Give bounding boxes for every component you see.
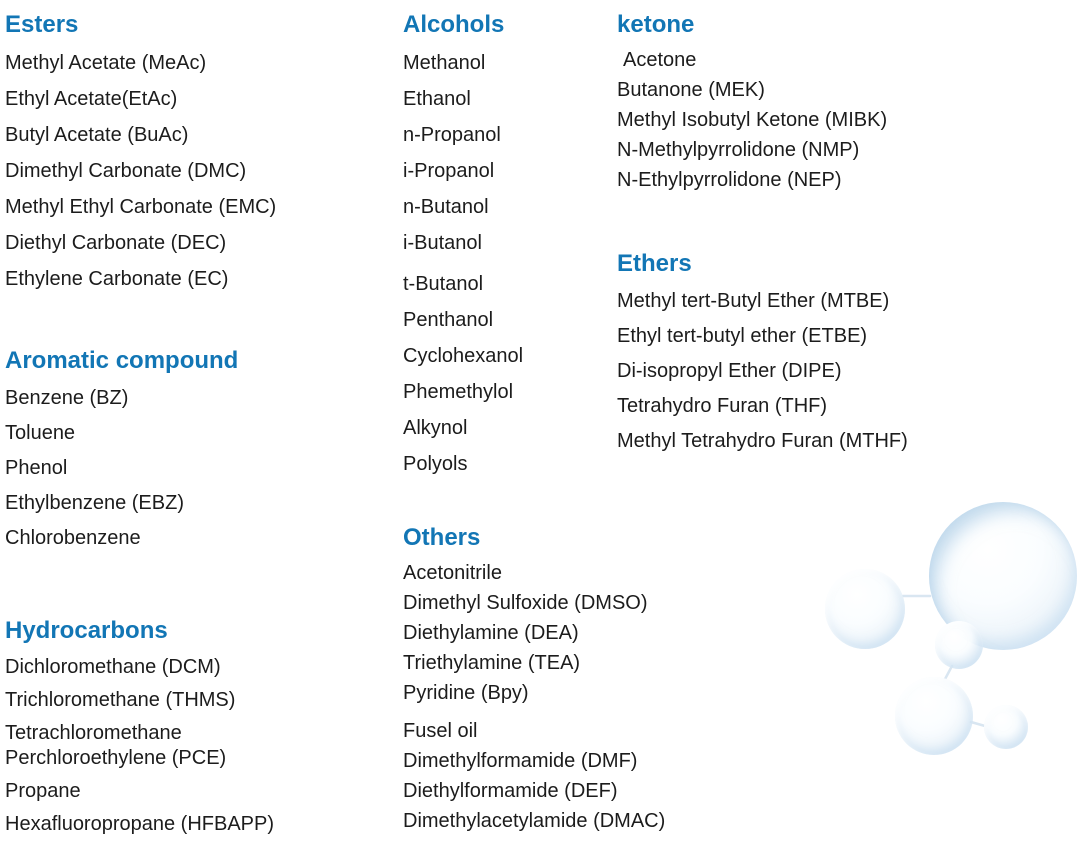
section-alcohols	[403, 12, 523, 482]
section-title-aromatic-compound: Aromatic compound	[5, 347, 239, 374]
solvent-item: Trichloromethane (THMS)	[5, 689, 236, 711]
solvent-item: Phemethylol	[403, 381, 514, 403]
solvent-item: i-Butanol	[403, 232, 482, 254]
section-aromatic-compound	[5, 348, 238, 556]
solvent-item: Propane	[5, 780, 81, 802]
solvent-item: Pyridine (Bpy)	[403, 682, 529, 704]
section-title-others: Others	[403, 524, 481, 551]
solvent-list-aromatic-compound	[5, 381, 238, 556]
solvent-item: Methyl Ethyl Carbonate (EMC)	[5, 196, 277, 218]
solvent-item: Tetrahydro Furan (THF)	[617, 395, 828, 417]
solvent-item: Cyclohexanol	[403, 345, 524, 367]
bubble-small-center-icon	[935, 621, 983, 669]
solvent-item: Phenol	[5, 457, 68, 479]
solvent-item: Methyl Tetrahydro Furan (MTHF)	[617, 430, 908, 452]
solvent-item: Butanone (MEK)	[617, 79, 765, 101]
solvent-item: Dimethyl Carbonate (DMC)	[5, 160, 247, 182]
solvent-list-ketone	[617, 45, 887, 195]
bubble-medium-bottom-icon	[895, 677, 973, 755]
solvent-item: Tetrachloromethane	[5, 722, 182, 744]
solvent-item: Alkynol	[403, 417, 468, 439]
solvent-item: Polyols	[403, 453, 468, 475]
solvent-item: Dimethylformamide (DMF)	[403, 750, 638, 772]
solvent-item: Chlorobenzene	[5, 527, 141, 549]
solvent-item: N-Methylpyrrolidone (NMP)	[617, 139, 860, 161]
solvent-item: Di-isopropyl Ether (DIPE)	[617, 360, 842, 382]
solvent-item: Acetonitrile	[403, 562, 502, 584]
solvent-item: Triethylamine (TEA)	[403, 652, 581, 674]
solvent-item: n-Propanol	[403, 124, 501, 146]
solvent-item: Methanol	[403, 52, 486, 74]
section-title-ketone: ketone	[617, 11, 695, 38]
solvent-item: Hexafluoropropane (HFBAPP)	[5, 813, 275, 835]
solvent-item: Ethanol	[403, 88, 471, 110]
solvent-item: Benzene (BZ)	[5, 387, 129, 409]
section-hydrocarbons	[5, 618, 274, 841]
solvent-item: Diethylamine (DEA)	[403, 622, 579, 644]
section-ketone	[617, 12, 887, 195]
solvent-item: Penthanol	[403, 309, 494, 331]
solvent-item: Methyl Acetate (MeAc)	[5, 52, 207, 74]
solvent-list-esters	[5, 45, 276, 297]
solvent-item: Methyl Isobutyl Ketone (MIBK)	[617, 109, 888, 131]
solvent-item: i-Propanol	[403, 160, 495, 182]
solvent-item: Dichloromethane (DCM)	[5, 656, 221, 678]
solvent-item: Ethyl Acetate(EtAc)	[5, 88, 178, 110]
solvent-item: Ethylene Carbonate (EC)	[5, 268, 229, 290]
section-ethers	[617, 251, 908, 459]
bubble-small-right-icon	[984, 705, 1028, 749]
section-title-esters: Esters	[5, 11, 79, 38]
solvent-item: Dimethyl Sulfoxide (DMSO)	[403, 592, 648, 614]
solvent-item: Perchloroethylene (PCE)	[5, 747, 227, 769]
solvent-item: Diethylformamide (DEF)	[403, 780, 618, 802]
solvent-item: Butyl Acetate (BuAc)	[5, 124, 189, 146]
bubble-medium-left-icon	[825, 569, 905, 649]
solvent-item: n-Butanol	[403, 196, 489, 218]
section-title-ethers: Ethers	[617, 250, 692, 277]
solvent-item: Methyl tert-Butyl Ether (MTBE)	[617, 290, 890, 312]
solvent-item: Acetone	[623, 49, 697, 71]
section-esters	[5, 12, 276, 297]
section-title-hydrocarbons: Hydrocarbons	[5, 617, 168, 644]
solvent-list-ethers	[617, 284, 908, 459]
solvent-item: Fusel oil	[403, 720, 478, 742]
solvent-list-alcohols	[403, 45, 523, 482]
solvent-item: Ethyl tert-butyl ether (ETBE)	[617, 325, 868, 347]
section-title-alcohols: Alcohols	[403, 11, 505, 38]
solvent-item: t-Butanol	[403, 273, 484, 295]
solvent-item: Diethyl Carbonate (DEC)	[5, 232, 227, 254]
solvent-list-hydrocarbons	[5, 651, 274, 841]
solvent-item: Ethylbenzene (EBZ)	[5, 492, 184, 514]
solvent-item: Dimethylacetylamide (DMAC)	[403, 810, 666, 832]
solvent-list-others	[403, 558, 665, 836]
section-others	[403, 525, 665, 836]
solvent-item: N-Ethylpyrrolidone (NEP)	[617, 169, 842, 191]
solvent-item: Toluene	[5, 422, 76, 444]
